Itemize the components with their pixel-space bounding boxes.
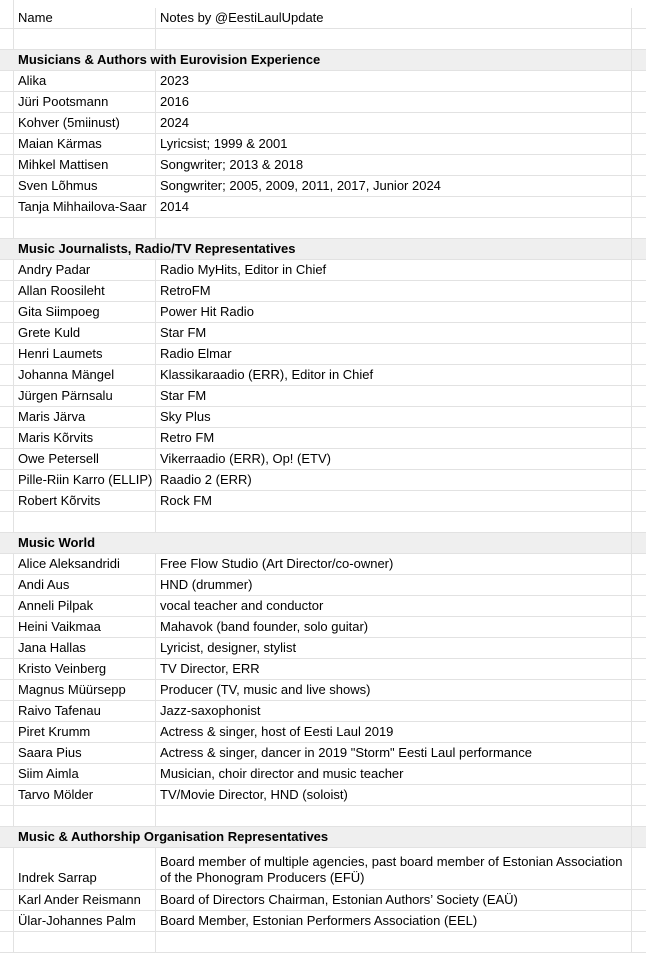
table-row — [0, 764, 646, 785]
empty-cell[interactable] — [632, 848, 646, 889]
notes-cell[interactable]: Raadio 2 (ERR) — [156, 470, 632, 490]
name-cell[interactable]: Johanna Mängel — [0, 365, 156, 385]
notes-cell[interactable]: 2016 — [156, 92, 632, 112]
empty-cell[interactable] — [632, 92, 646, 112]
empty-cell[interactable] — [632, 575, 646, 595]
empty-cell[interactable] — [156, 29, 632, 49]
notes-cell[interactable]: Board member of multiple agencies, past board member of Estonian Association of the Phonogram Producers (EFÜ) — [156, 848, 632, 889]
name-cell[interactable]: Anneli Pilpak — [0, 596, 156, 616]
empty-cell[interactable] — [632, 428, 646, 448]
empty-cell[interactable] — [632, 218, 646, 238]
notes-cell[interactable]: TV/Movie Director, HND (soloist) — [156, 785, 632, 805]
empty-cell[interactable] — [632, 29, 646, 49]
notes-cell[interactable]: Musician, choir director and music teacher — [156, 764, 632, 784]
notes-cell[interactable]: Lyricist, designer, stylist — [156, 638, 632, 658]
name-cell[interactable]: Maian Kärmas — [0, 134, 156, 154]
table-row — [0, 260, 646, 281]
table-row — [0, 428, 646, 449]
table-row — [0, 491, 646, 512]
section-header — [0, 533, 646, 554]
empty-cell[interactable] — [632, 176, 646, 196]
table-row — [0, 617, 646, 638]
table-row — [0, 365, 646, 386]
empty-cell[interactable] — [632, 638, 646, 658]
table-row — [0, 785, 646, 806]
table-row — [0, 155, 646, 176]
empty-cell[interactable] — [632, 302, 646, 322]
empty-cell[interactable] — [0, 806, 156, 826]
name-cell[interactable]: Henri Laumets — [0, 344, 156, 364]
table-row — [0, 323, 646, 344]
spacer-row — [0, 218, 646, 239]
table-row — [0, 638, 646, 659]
name-cell[interactable]: Andry Padar — [0, 260, 156, 280]
empty-cell[interactable] — [632, 386, 646, 406]
notes-cell[interactable]: Star FM — [156, 323, 632, 343]
notes-cell[interactable]: Actress & singer, dancer in 2019 "Storm" Eesti Laul performance — [156, 743, 632, 763]
name-cell[interactable]: Grete Kuld — [0, 323, 156, 343]
notes-cell[interactable]: Sky Plus — [156, 407, 632, 427]
table-row — [0, 848, 646, 890]
empty-cell[interactable] — [632, 155, 646, 175]
notes-cell[interactable]: Songwriter; 2005, 2009, 2011, 2017, Junior 2024 — [156, 176, 632, 196]
section-header — [0, 827, 646, 848]
empty-cell[interactable] — [632, 596, 646, 616]
notes-cell[interactable]: Board of Directors Chairman, Estonian Authors’ Society (EAÜ) — [156, 890, 632, 910]
empty-cell[interactable] — [632, 71, 646, 91]
header-cell-notes[interactable]: Notes by @EestiLaulUpdate — [156, 8, 632, 28]
notes-cell[interactable]: Free Flow Studio (Art Director/co-owner) — [156, 554, 632, 574]
table-row — [0, 281, 646, 302]
name-cell[interactable]: Siim Aimla — [0, 764, 156, 784]
table-row — [0, 71, 646, 92]
notes-cell[interactable]: Mahavok (band founder, solo guitar) — [156, 617, 632, 637]
table-row — [0, 743, 646, 764]
name-cell[interactable]: Sven Lõhmus — [0, 176, 156, 196]
empty-cell[interactable] — [632, 533, 646, 553]
notes-cell[interactable]: Jazz-saxophonist — [156, 701, 632, 721]
empty-cell[interactable] — [632, 680, 646, 700]
name-cell[interactable]: Saara Pius — [0, 743, 156, 763]
header-row — [0, 8, 646, 29]
notes-cell[interactable]: Songwriter; 2013 & 2018 — [156, 155, 632, 175]
name-cell[interactable]: Tanja Mihhailova-Saar — [0, 197, 156, 217]
notes-cell[interactable]: Star FM — [156, 386, 632, 406]
notes-cell[interactable]: RetroFM — [156, 281, 632, 301]
empty-cell[interactable] — [632, 113, 646, 133]
empty-cell[interactable] — [632, 344, 646, 364]
empty-cell[interactable] — [156, 806, 632, 826]
empty-cell[interactable] — [156, 218, 632, 238]
empty-cell[interactable] — [632, 806, 646, 826]
section-title[interactable]: Musicians & Authors with Eurovision Experience — [0, 50, 632, 70]
name-cell[interactable]: Allan Roosileht — [0, 281, 156, 301]
name-cell[interactable]: Owe Petersell — [0, 449, 156, 469]
empty-cell[interactable] — [632, 239, 646, 259]
empty-cell[interactable] — [0, 932, 156, 952]
name-cell[interactable]: Ülar-Johannes Palm — [0, 911, 156, 931]
empty-cell[interactable] — [632, 659, 646, 679]
empty-cell[interactable] — [632, 281, 646, 301]
empty-cell[interactable] — [632, 491, 646, 511]
empty-cell[interactable] — [632, 743, 646, 763]
table-row — [0, 449, 646, 470]
name-cell[interactable]: Maris Kõrvits — [0, 428, 156, 448]
notes-cell[interactable]: Board Member, Estonian Performers Association (EEL) — [156, 911, 632, 931]
table-row — [0, 554, 646, 575]
notes-cell[interactable]: Power Hit Radio — [156, 302, 632, 322]
empty-cell[interactable] — [632, 134, 646, 154]
table-row — [0, 176, 646, 197]
notes-cell[interactable]: Actress & singer, host of Eesti Laul 2019 — [156, 722, 632, 742]
name-cell[interactable]: Kohver (5miinust) — [0, 113, 156, 133]
section-header — [0, 50, 646, 71]
empty-cell[interactable] — [632, 449, 646, 469]
empty-cell[interactable] — [632, 470, 646, 490]
table-row — [0, 701, 646, 722]
notes-cell[interactable]: 2024 — [156, 113, 632, 133]
name-cell[interactable]: Tarvo Mölder — [0, 785, 156, 805]
empty-cell[interactable] — [632, 701, 646, 721]
empty-cell[interactable] — [632, 785, 646, 805]
empty-cell[interactable] — [632, 197, 646, 217]
spacer-row — [0, 512, 646, 533]
table-row — [0, 470, 646, 491]
section-title[interactable]: Music & Authorship Organisation Representatives — [0, 827, 632, 847]
empty-cell[interactable] — [156, 512, 632, 532]
empty-cell[interactable] — [632, 554, 646, 574]
empty-cell[interactable] — [632, 911, 646, 931]
name-cell[interactable]: Gita Siimpoeg — [0, 302, 156, 322]
notes-cell[interactable]: Rock FM — [156, 491, 632, 511]
name-cell[interactable]: Indrek Sarrap — [0, 848, 156, 889]
empty-cell[interactable] — [632, 512, 646, 532]
name-cell[interactable]: Robert Kõrvits — [0, 491, 156, 511]
empty-cell[interactable] — [632, 722, 646, 742]
empty-cell[interactable] — [632, 890, 646, 910]
notes-cell[interactable]: Vikerraadio (ERR), Op! (ETV) — [156, 449, 632, 469]
name-cell[interactable]: Raivo Tafenau — [0, 701, 156, 721]
empty-cell[interactable] — [632, 617, 646, 637]
empty-cell[interactable] — [632, 50, 646, 70]
empty-cell[interactable] — [0, 512, 156, 532]
empty-cell[interactable] — [632, 8, 646, 28]
notes-cell[interactable]: Radio Elmar — [156, 344, 632, 364]
table-row — [0, 113, 646, 134]
empty-cell[interactable] — [632, 323, 646, 343]
name-cell[interactable]: Karl Ander Reismann — [0, 890, 156, 910]
table-row — [0, 680, 646, 701]
name-cell[interactable]: Alika — [0, 71, 156, 91]
notes-cell[interactable]: Radio MyHits, Editor in Chief — [156, 260, 632, 280]
empty-cell[interactable] — [632, 764, 646, 784]
name-cell[interactable]: Piret Krumm — [0, 722, 156, 742]
notes-cell[interactable]: HND (drummer) — [156, 575, 632, 595]
section-header — [0, 239, 646, 260]
table-row — [0, 197, 646, 218]
notes-cell[interactable]: Lyricsist; 1999 & 2001 — [156, 134, 632, 154]
empty-cell[interactable] — [0, 29, 156, 49]
name-cell[interactable]: Alice Aleksandridi — [0, 554, 156, 574]
notes-cell[interactable]: Retro FM — [156, 428, 632, 448]
name-cell[interactable]: Magnus Müürsepp — [0, 680, 156, 700]
notes-cell[interactable]: Klassikaraadio (ERR), Editor in Chief — [156, 365, 632, 385]
table-row — [0, 596, 646, 617]
table-row — [0, 407, 646, 428]
name-cell[interactable]: Andi Aus — [0, 575, 156, 595]
table-row — [0, 575, 646, 596]
notes-cell[interactable]: 2023 — [156, 71, 632, 91]
notes-cell[interactable]: 2014 — [156, 197, 632, 217]
empty-cell[interactable] — [632, 260, 646, 280]
name-cell[interactable]: Pille-Riin Karro (ELLIP) — [0, 470, 156, 490]
empty-cell[interactable] — [632, 932, 646, 952]
name-cell[interactable]: Heini Vaikmaa — [0, 617, 156, 637]
table-row — [0, 890, 646, 911]
empty-cell[interactable] — [156, 932, 632, 952]
table-row — [0, 344, 646, 365]
name-cell[interactable]: Kristo Veinberg — [0, 659, 156, 679]
notes-cell[interactable]: Producer (TV, music and live shows) — [156, 680, 632, 700]
section-title[interactable]: Music World — [0, 533, 632, 553]
name-cell[interactable]: Jürgen Pärnsalu — [0, 386, 156, 406]
empty-cell[interactable] — [632, 365, 646, 385]
spacer-row — [0, 932, 646, 953]
section-title[interactable]: Music Journalists, Radio/TV Representatives — [0, 239, 632, 259]
name-cell[interactable]: Jüri Pootsmann — [0, 92, 156, 112]
notes-cell[interactable]: TV Director, ERR — [156, 659, 632, 679]
notes-cell[interactable]: vocal teacher and conductor — [156, 596, 632, 616]
name-cell[interactable]: Mihkel Mattisen — [0, 155, 156, 175]
name-cell[interactable]: Jana Hallas — [0, 638, 156, 658]
table-row — [0, 659, 646, 680]
spacer-row — [0, 29, 646, 50]
name-cell[interactable]: Maris Järva — [0, 407, 156, 427]
empty-cell[interactable] — [632, 827, 646, 847]
spacer-row — [0, 806, 646, 827]
empty-cell[interactable] — [632, 407, 646, 427]
table-row — [0, 302, 646, 323]
header-cell-name[interactable]: Name — [0, 8, 156, 28]
table-row — [0, 722, 646, 743]
table-row — [0, 386, 646, 407]
empty-cell[interactable] — [0, 218, 156, 238]
table-row — [0, 92, 646, 113]
table-row — [0, 134, 646, 155]
